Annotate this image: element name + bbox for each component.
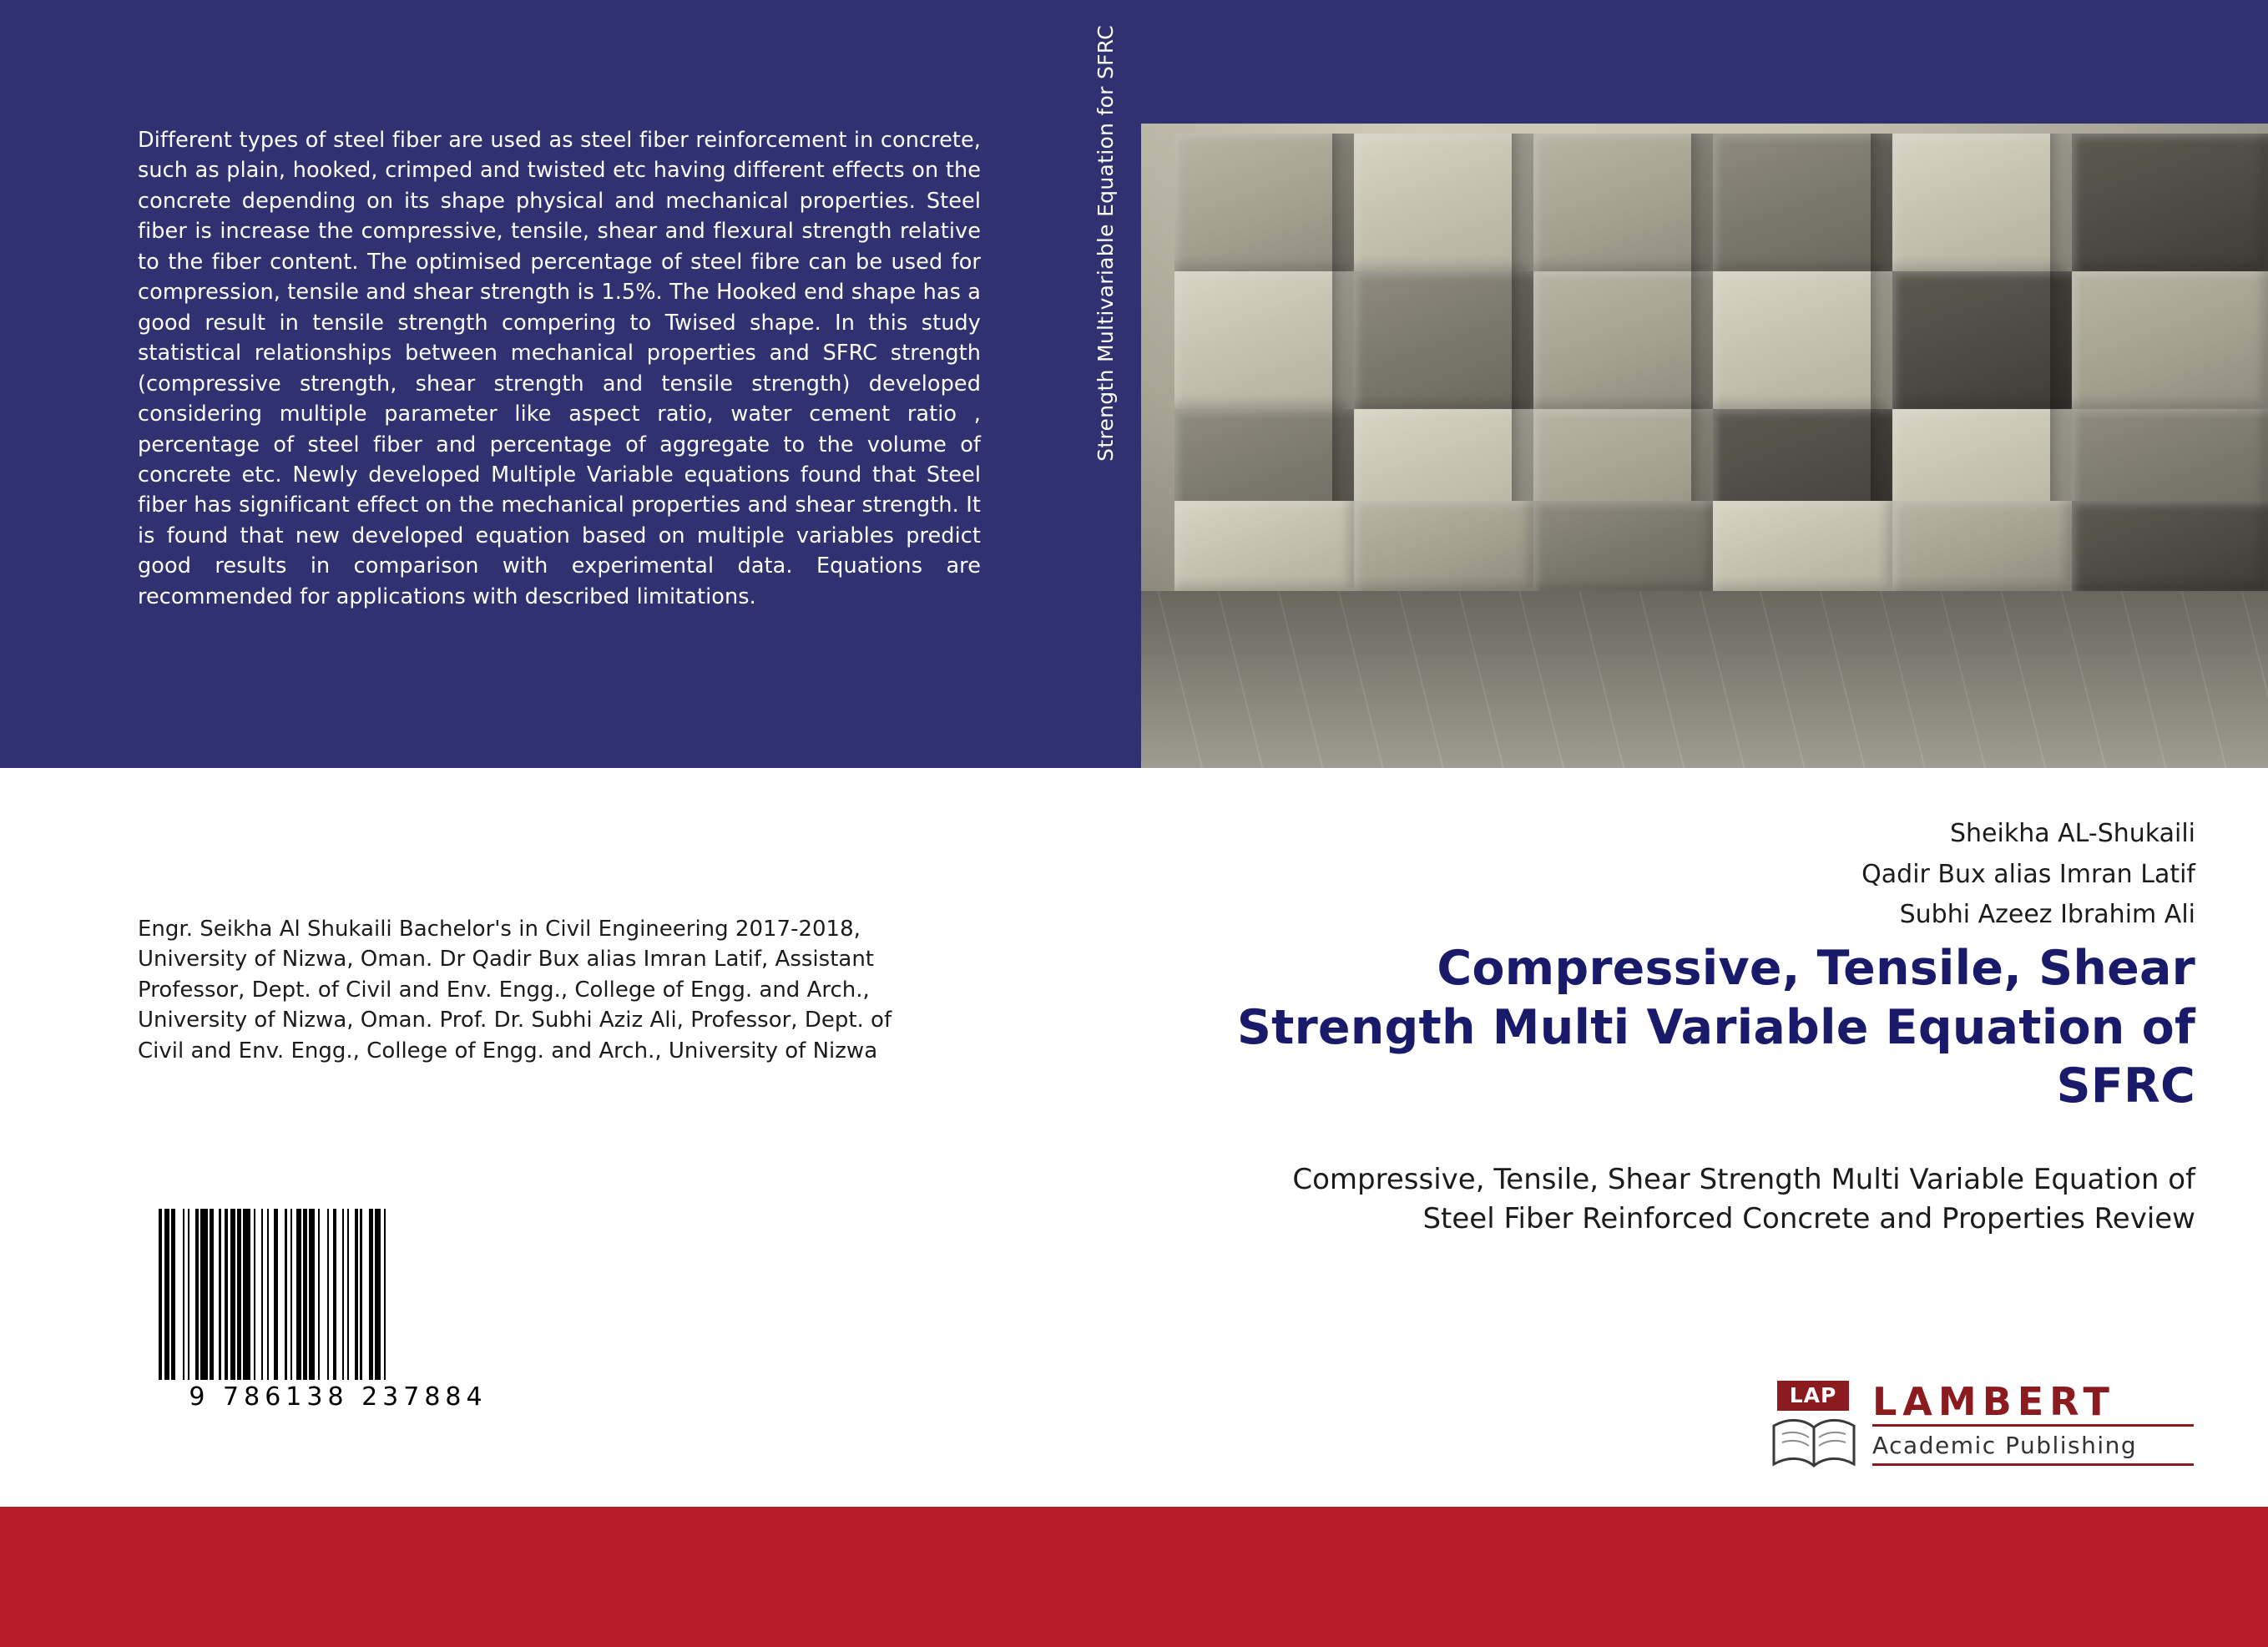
cover-photo bbox=[1141, 0, 2268, 768]
concrete-block bbox=[2072, 501, 2268, 591]
front-authors bbox=[1352, 814, 2195, 936]
book-title: Compressive, Tensile, Shear Strength Multi Variable Equation of SFRC bbox=[1236, 941, 2195, 1114]
concrete-block bbox=[1174, 501, 1354, 591]
barcode bbox=[159, 1209, 518, 1417]
concrete-block bbox=[1174, 134, 1354, 271]
concrete-block bbox=[1713, 501, 1892, 591]
concrete-block bbox=[1533, 134, 1713, 271]
concrete-block bbox=[1892, 501, 2072, 591]
concrete-block bbox=[1892, 134, 2072, 271]
publisher-text bbox=[1872, 1379, 2194, 1466]
open-book-icon bbox=[1770, 1414, 1857, 1474]
bottom-red-band bbox=[0, 1507, 2268, 1647]
barcode-number: 9 786138 237884 bbox=[189, 1382, 487, 1412]
concrete-block bbox=[1892, 271, 2072, 409]
publisher-name: LAMBERT bbox=[1872, 1382, 2194, 1427]
concrete-block bbox=[1713, 134, 1892, 271]
spine-title bbox=[1069, 0, 1141, 768]
publisher-mark bbox=[1765, 1381, 1864, 1479]
concrete-block bbox=[1354, 134, 1533, 271]
barcode-bars bbox=[159, 1209, 518, 1380]
concrete-floor bbox=[1141, 591, 2268, 768]
cover-photo-top-strip bbox=[1141, 0, 2268, 124]
abstract-text: Different types of steel fiber are used as steel fiber reinforcement in concrete, such as plain, hooked, crimped and twisted etc having different effects on the concrete depending on its shape physical and mechanical properties. Steel fiber is increase the compressive, tensile, shear and flexural strength relative to the fiber content. The optimised percentage of steel fibre can be used for compression, tensile and shear strength is 1.5%. The Hooked end shape has a good result in tensile strength compering to Twised shape. In this study statistical relationships between mechanical properties and SFRC strength (compressive strength, shear strength and tensile strength) developed considering multiple parameter like aspect ratio, water cement ratio , percentage of steel fiber and percentage of aggregate to the volume of concrete etc. Newly developed Multiple Variable equations found that Steel fiber has significant effect on the mechanical properties and shear strength. It is found that new developed equation based on multiple variables predict good results in comparison with experimental data. Equations are recommended for applications with described limitations. bbox=[138, 128, 981, 609]
concrete-block bbox=[2072, 271, 2268, 409]
concrete-block bbox=[1713, 271, 1892, 409]
concrete-block bbox=[1174, 271, 1354, 409]
concrete-block bbox=[1354, 501, 1533, 591]
author-bio: Engr. Seikha Al Shukaili Bachelor's in Civil Engineering 2017-2018, University of Nizwa, Oman. Dr Qadir Bux alias Imran Latif, Assistant Professor, Dept. of Civil and Env. Engg., College of Engg. and Arch., University of Nizwa, Oman. Prof. Dr. Subhi Aziz Ali, Professor, Dept. of Civil and Env. Engg., College of Engg. and Arch., University of Nizwa bbox=[138, 917, 892, 1063]
author-name: Qadir Bux alias Imran Latif bbox=[1861, 859, 2195, 889]
publisher-tagline: Academic Publishing bbox=[1872, 1427, 2194, 1466]
spine-title-text: Strength Multivariable Equation for SFRC bbox=[1093, 25, 1118, 462]
book-subtitle: Compressive, Tensile, Shear Strength Multi Variable Equation of Steel Fiber Reinforced Concrete and Properties Review bbox=[1292, 1163, 2195, 1235]
lap-badge: LAP bbox=[1777, 1381, 1849, 1411]
concrete-block bbox=[1533, 271, 1713, 409]
concrete-block bbox=[1354, 271, 1533, 409]
concrete-block bbox=[2072, 134, 2268, 271]
publisher-logo bbox=[1765, 1377, 2195, 1486]
author-name: Sheikha AL-Shukaili bbox=[1950, 819, 2195, 848]
concrete-block bbox=[1533, 501, 1713, 591]
author-name: Subhi Azeez Ibrahim Ali bbox=[1899, 900, 2195, 930]
